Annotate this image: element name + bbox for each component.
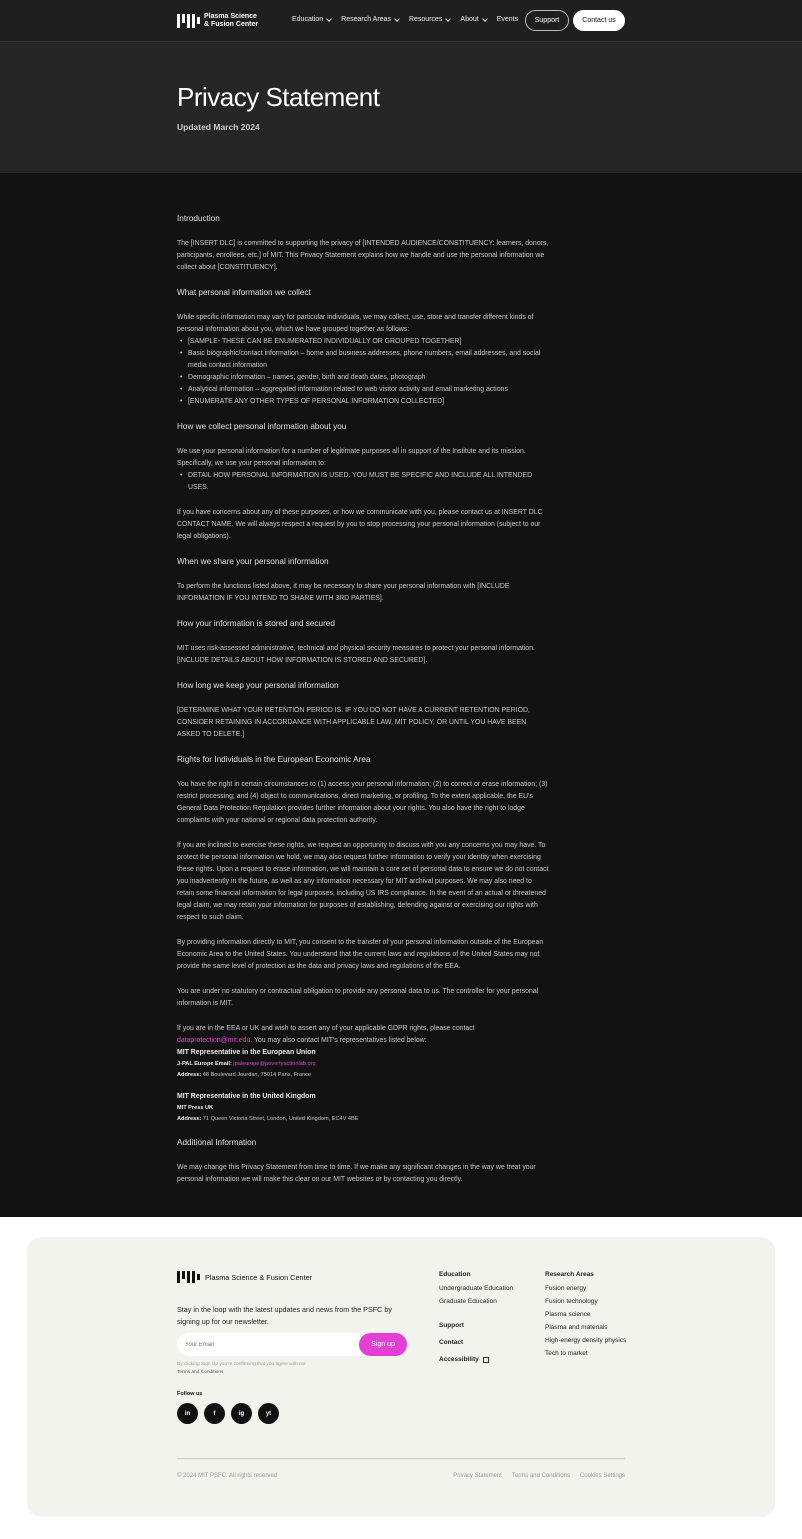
- section-heading: When we share your personal information: [177, 557, 329, 566]
- footer-link[interactable]: Undergraduate Education: [439, 1285, 514, 1292]
- top-nav: [0, 0, 802, 42]
- logo-line1: Plasma Science: [204, 13, 257, 20]
- footer-link[interactable]: Fusion technology: [545, 1298, 598, 1305]
- fine-print-text: By clicking Sign Up you're confirming that you agree with our: [177, 1362, 306, 1367]
- facebook-icon[interactable]: f: [204, 1403, 225, 1424]
- address-label: Address:: [177, 1116, 202, 1122]
- collect-list: [177, 336, 549, 408]
- accessibility-label: Accessibility: [439, 1356, 479, 1363]
- eu-rep-title: MIT Representative in the European Union: [177, 1049, 316, 1056]
- legal-links: [453, 1473, 625, 1479]
- gdpr-text: . You may also contact MIT's representatives listed below:: [250, 1037, 427, 1044]
- paragraph: You have the right in certain circumstances to (1) access your personal information; (2) to correct or erase information; (3) restrict processing; and (4) object to communications, direct marketing, or profiling. To the extent applicable, the EU's General Data Protection Regulation provides further information about your rights. You also have the right to lodge complaints with your national or regional data protection authority.: [177, 781, 548, 824]
- main-menu: [292, 16, 518, 23]
- social-links: [177, 1403, 279, 1424]
- section-heading: What personal information we collect: [177, 288, 311, 297]
- footer: [27, 1237, 775, 1517]
- paragraph: If you are inclined to exercise these rights, we request an opportunity to discuss with you any concerns you may have. To protect the personal information we hold, we may also request further information to verify your identity when exercising these rights. Upon a request to erase information, we will maintain a core set of personal data to ensure we do not contact you inadvertently in the future, as well as any information necessary for MIT archival purposes. We may also need to retain some financial information for legal purposes, including US IRS compliance. In the event of an actual or threatened legal claim, we may retain your information for purposes of establishing, defending against or exercising our rights with respect to such claim.: [177, 842, 549, 921]
- cookies-settings-link[interactable]: Cookies Settings: [579, 1473, 625, 1479]
- menu-about[interactable]: [460, 16, 486, 23]
- footer-divider: [177, 1458, 625, 1459]
- menu-resources[interactable]: [409, 16, 450, 23]
- mit-logo-icon: [177, 1271, 200, 1283]
- updated-date: Updated March 2024: [177, 122, 260, 132]
- footer-support-link[interactable]: Support: [439, 1322, 464, 1329]
- paragraph: You are under no statutory or contractual obligation to provide any personal data to us. The controller for your personal information is MIT.: [177, 988, 539, 1007]
- footer-logo[interactable]: [177, 1271, 312, 1283]
- menu-label: Education: [292, 16, 324, 23]
- footer-heading[interactable]: Education: [439, 1271, 471, 1278]
- chevron-down-icon: [482, 16, 488, 22]
- follow-label: Follow us: [177, 1391, 203, 1397]
- privacy-content: [0, 173, 802, 1217]
- list-item: • [ENUMERATE ANY OTHER TYPES OF PERSONAL INFORMATION COLLECTED]: [177, 396, 549, 408]
- chevron-down-icon: [446, 16, 452, 22]
- chevron-down-icon: [326, 16, 332, 22]
- eu-rep-address: 48 Boulevard Jourdan, 75014 Paris, France: [201, 1072, 312, 1078]
- mit-logo-icon: [177, 14, 200, 28]
- footer-link[interactable]: Tech to market: [545, 1350, 588, 1357]
- how-list: [177, 470, 549, 494]
- external-link-icon: [483, 1357, 489, 1363]
- instagram-icon[interactable]: ig: [231, 1403, 252, 1424]
- paragraph: By providing information directly to MIT, you consent to the transfer of your personal information outside of the European Economic Area to the United States. You understand that the current laws and regulations of the United States may not provide the same level of protection as the data and privacy laws and regulations of the EEA.: [177, 939, 544, 970]
- contact-us-button[interactable]: Contact us: [573, 10, 625, 31]
- list-item: • [SAMPLE- THESE CAN BE ENUMERATED INDIVIDUALLY OR GROUPED TOGETHER]: [177, 336, 549, 348]
- footer-heading[interactable]: Research Areas: [545, 1271, 594, 1278]
- signup-button[interactable]: Sign up: [359, 1333, 407, 1356]
- eu-rep-org: J-PAL Europe Email:: [177, 1061, 234, 1067]
- menu-label: About: [460, 16, 479, 23]
- uk-rep-org: MIT Press UK: [177, 1105, 214, 1111]
- footer-col-research: [545, 1271, 626, 1363]
- eu-rep-details: [177, 1059, 549, 1081]
- footer-contact-link[interactable]: Contact: [439, 1339, 464, 1346]
- chevron-down-icon: [394, 16, 400, 22]
- paragraph: We use your personal information for a number of legitimate purposes all in support of the Institute and its mission. Specifically, we use your personal information to:: [177, 448, 526, 467]
- page-hero: [0, 42, 802, 173]
- menu-label: Events: [496, 16, 519, 23]
- youtube-icon[interactable]: yt: [258, 1403, 279, 1424]
- footer-col-education: [439, 1271, 514, 1363]
- psfc-logo[interactable]: [177, 13, 258, 29]
- list-item: • Demographic information – names, gender, birth and death dates, photograph: [177, 372, 549, 384]
- menu-education[interactable]: [292, 16, 331, 23]
- section-heading: How long we keep your personal information: [177, 681, 339, 690]
- privacy-statement-link[interactable]: Privacy Statement: [453, 1473, 502, 1479]
- section-heading: Additional Information: [177, 1138, 257, 1147]
- dataprotection-email-link[interactable]: dataprotection@mit.edu: [177, 1037, 251, 1044]
- footer-wrapper: [0, 1217, 802, 1539]
- footer-link[interactable]: Fusion energy: [545, 1285, 587, 1292]
- footer-logo-text: Plasma Science & Fusion Center: [205, 1272, 313, 1282]
- page-title: Privacy Statement: [177, 82, 380, 112]
- list-item: • Analytical information – aggregated information related to web visitor activity and email marketing actions: [177, 384, 549, 396]
- footer-accessibility-link[interactable]: [439, 1356, 489, 1363]
- section-heading: Rights for Individuals in the European Economic Area: [177, 755, 371, 764]
- footer-link[interactable]: Graduate Education: [439, 1298, 497, 1305]
- terms-link[interactable]: Terms and Conditions: [177, 1370, 224, 1375]
- footer-link[interactable]: Plasma and materials: [545, 1324, 608, 1331]
- logo-line2: & Fusion Center: [204, 21, 259, 28]
- paragraph: To perform the functions listed above, it may be necessary to share your personal information with [INCLUDE INFORMATION IF YOU INTEND TO SHARE WITH 3RD PARTIES].: [177, 583, 510, 602]
- support-button[interactable]: Support: [525, 10, 569, 31]
- gdpr-text: If you are in the EEA or UK and wish to assert any of your applicable GDPR rights, please contact: [177, 1025, 475, 1032]
- paragraph: [DETERMINE WHAT YOUR RETENTION PERIOD IS. IF YOU DO NOT HAVE A CURRENT RETENTION PERIOD, CONSIDER RETAINING IN ACCORDANCE WITH APPLICABLE LAW, MIT POLICY, OR UNTIL YOU HAVE BEEN ASKED TO DELETE.]: [177, 707, 530, 738]
- footer-link[interactable]: High-energy density physics: [545, 1337, 627, 1344]
- newsletter-text: Stay in the loop with the latest updates and news from the PSFC by signing up for our newsletter.: [177, 1305, 392, 1326]
- menu-research-areas[interactable]: [341, 16, 399, 23]
- address-label: Address:: [177, 1072, 202, 1078]
- copyright: © 2024 MIT PSFC. All rights reserved: [177, 1473, 278, 1479]
- menu-events[interactable]: [497, 16, 518, 23]
- footer-link[interactable]: Plasma science: [545, 1311, 591, 1318]
- paragraph: MIT uses risk-assessed administrative, technical and physical security measures to protect your personal information. [INCLUDE DETAILS ABOUT HOW INFORMATION IS STORED AND SECURED].: [177, 645, 535, 664]
- section-heading: How your information is stored and secured: [177, 619, 335, 628]
- paragraph: We may change this Privacy Statement from time to time. If we make any significant changes in the way we treat your personal information we will make this clear on our MIT websites or by contacting you directly.: [177, 1164, 536, 1183]
- uk-rep-title: MIT Representative in the United Kingdom: [177, 1093, 316, 1100]
- paragraph: The [INSERT DLC] is committed to supporting the privacy of [INTENDED AUDIENCE/CONSTITUENCY: learners, donors, participants, enrollees, etc.] of MIT. This Privacy Statement explains how we handle and use the personal information we collect about [CONSTITUENCY].: [177, 240, 549, 271]
- terms-conditions-link[interactable]: Terms and Conditions: [511, 1473, 570, 1479]
- paragraph: While specific information may vary for particular individuals, we may collect, use, store and transfer different kinds of personal information about you, which we have grouped together as follows:: [177, 314, 534, 333]
- section-heading: How we collect personal information about you: [177, 422, 347, 431]
- signup-fine-print: [177, 1361, 337, 1377]
- gdpr-paragraph: [177, 1023, 549, 1047]
- paragraph: If you have concerns about any of these purposes, or how we communicate with you, please contact us at INSERT DLC CONTACT NAME. We will always respect a request by you to stop processing your personal information (subject to our legal obligations).: [177, 509, 543, 540]
- menu-label: Research Areas: [341, 16, 391, 23]
- uk-rep-details: [177, 1103, 549, 1125]
- jpal-email-link[interactable]: jpaleurope@povertyactionlab.org: [233, 1061, 316, 1067]
- section-heading: Introduction: [177, 214, 220, 223]
- menu-label: Resources: [408, 16, 443, 23]
- list-item: • Basic biographic/contact information – home and business addresses, phone numbers, email addresses, and social media contact information: [177, 348, 549, 372]
- uk-rep-address: 71 Queen Victoria Street, London, United Kingdom, EC4V 4BE: [201, 1116, 359, 1122]
- list-item: • DETAIL HOW PERSONAL INFORMATION IS USED. YOU MUST BE SPECIFIC AND INCLUDE ALL INTENDED USES.: [177, 470, 549, 494]
- linkedin-icon[interactable]: in: [177, 1403, 198, 1424]
